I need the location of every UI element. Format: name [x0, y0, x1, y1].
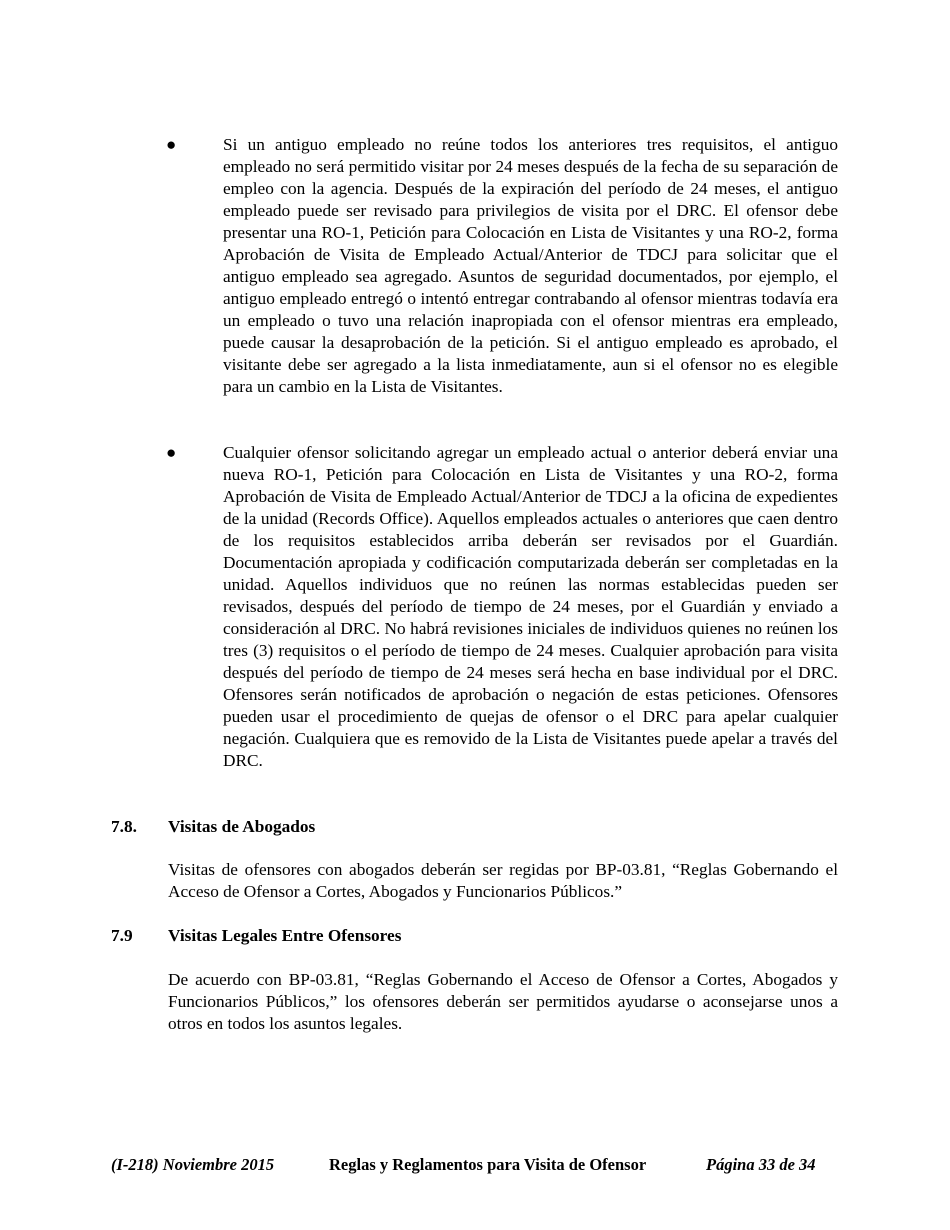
footer-page-number: Página 33 de 34: [706, 1155, 816, 1174]
section-body-7-9: De acuerdo con BP-03.81, “Reglas Gobernando el Acceso de Ofensor a Cortes, Abogados y Funcionarios Públicos,” los ofensores deberán ser permitidos ayudarse o aconsejarse unos a otros en todos los asuntos legales.: [168, 970, 838, 1033]
section-number: 7.8.: [111, 817, 137, 836]
bullet-item: [166, 134, 838, 398]
bullet-text: Cualquier ofensor solicitando agregar un empleado actual o anterior deberá enviar una nueva RO-1, Petición para Colocación en Lista de Visitantes y una RO-2, forma Aprobación de Visita de Empleado Actual/Anterior de TDCJ a la oficina de expedientes de la unidad (Records Office). Aquellos empleados actuales o anteriores que caen dentro de los requisitos establecidos arriba deberán ser revisados por el Guardián. Documentación apropiada y codificación computarizada deberán ser completadas en la unidad. Aquellos individuos que no reúnen las normas establecidas pueden ser revisados, después del período de tiempo de 24 meses, por el Guardián y enviado a consideración al DRC. No habrá revisiones iniciales de individuos quienes no reúnen los tres (3) requisitos o el período de tiempo de 24 meses. Cualquier aprobación para visita después del período de tiempo de 24 meses será hecha en base individual por el DRC. Ofensores serán notificados de aprobación o negación de estas peticiones. Ofensores pueden usar el procedimiento de quejas de ofensor o el DRC para apelar cualquier negación. Cualquiera que es removido de la Lista de Visitantes puede apelar a través del DRC.: [223, 443, 838, 770]
section-heading-7-9: [111, 925, 401, 947]
footer-doc-code: (I-218) Noviembre 2015: [111, 1155, 275, 1174]
bullet-text: Si un antiguo empleado no reúne todos los anteriores tres requisitos, el antiguo empleado no será permitido visitar por 24 meses después de la fecha de su separación de empleo con la agencia. Después de la expiración del período de 24 meses, el antiguo empleado puede ser revisado para privilegios de visita por el DRC. El ofensor debe presentar una RO-1, Petición para Colocación en Lista de Visitantes y una RO-2, forma Aprobación de Visita de Empleado Actual/Anterior de TDCJ para solicitar que el antiguo empleado sea agregado. Asuntos de seguridad documentados, por ejemplo, el antiguo empleado entregó o intentó entregar contrabando al ofensor mientras todavía era un empleado o tuvo una relación inapropiada con el ofensor mientras era empleado, puede causar la desaprobación de la petición. Si el antiguo empleado es aprobado, el visitante debe ser agregado a la lista inmediatamente, aun si el ofensor no es elegible para un cambio en la Lista de Visitantes.: [223, 135, 838, 396]
section-title: Visitas de Abogados: [168, 817, 316, 836]
section-title: Visitas Legales Entre Ofensores: [168, 926, 402, 945]
bullet-item: [166, 442, 838, 772]
section-number: 7.9: [111, 926, 133, 945]
bullet-dot-icon: ●: [166, 443, 177, 462]
section-body-7-8: Visitas de ofensores con abogados deberán ser regidas por BP-03.81, “Reglas Gobernando el Acceso de Ofensor a Cortes, Abogados y Funcionarios Públicos.”: [168, 860, 838, 901]
footer-doc-title: Reglas y Reglamentos para Visita de Ofensor: [329, 1155, 647, 1174]
bullet-dot-icon: ●: [166, 135, 177, 154]
section-heading-7-8: [111, 816, 315, 838]
